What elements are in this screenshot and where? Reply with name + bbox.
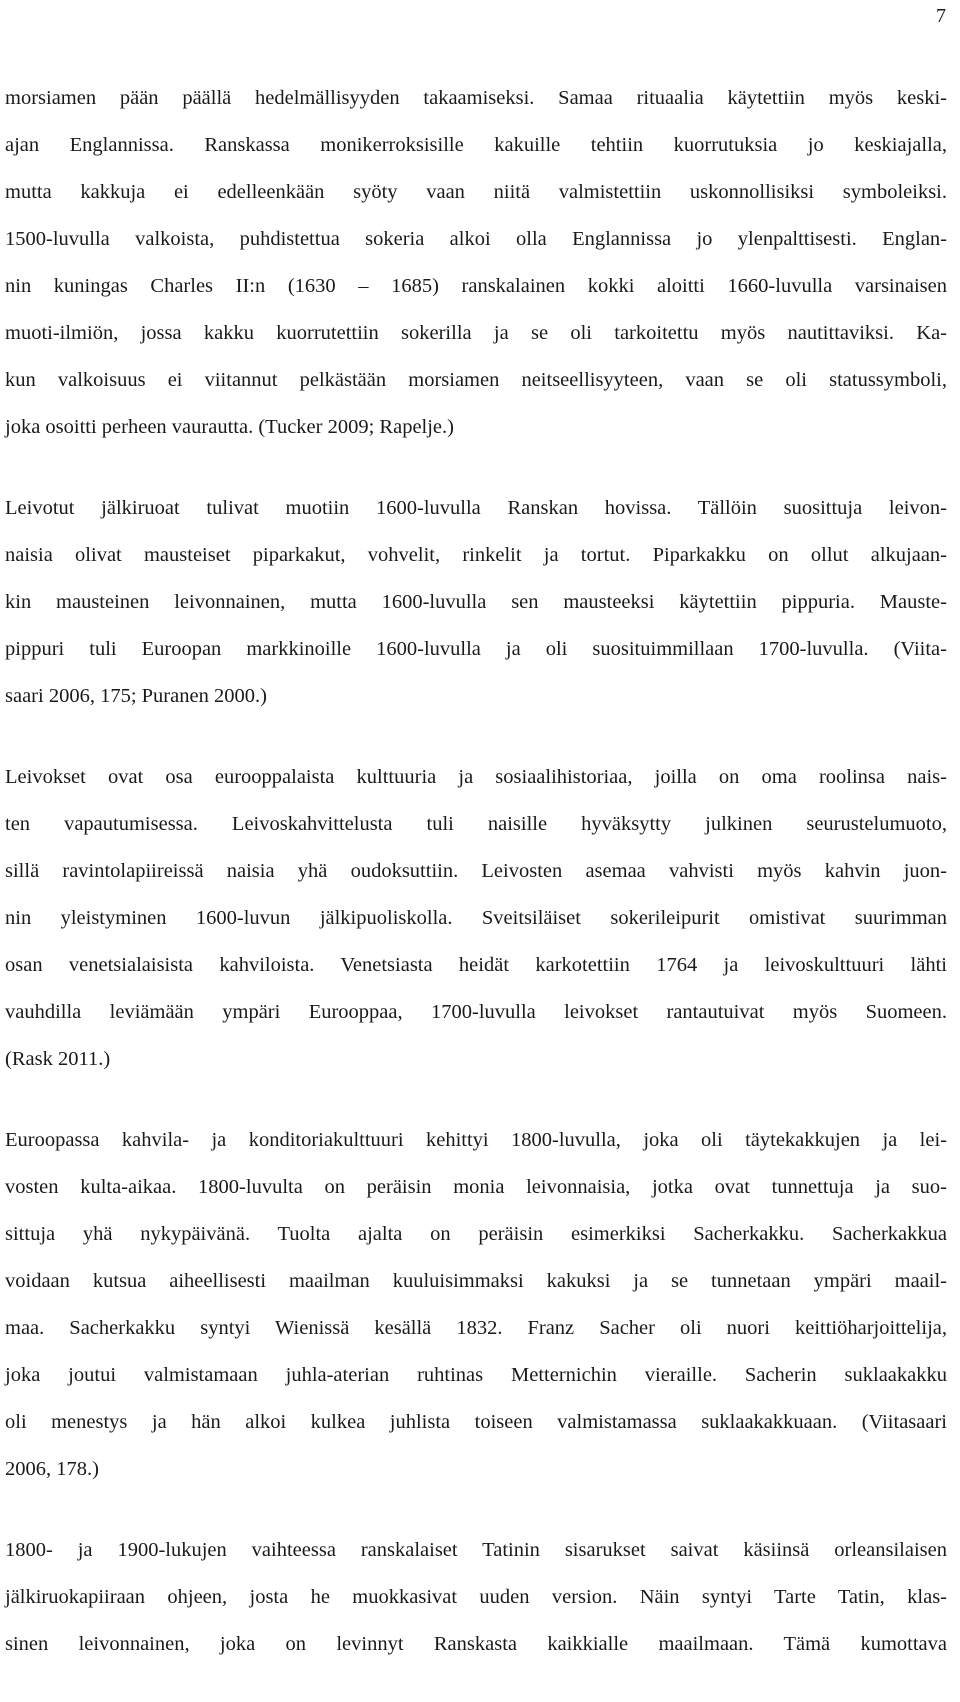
- text-line: Leivokset ovat osa eurooppalaista kulttuuria ja sosiaalihistoriaa, joilla on oma roolinsa nais-: [5, 766, 947, 788]
- text-line: nin kuningas Charles II:n (1630 – 1685) ranskalainen kokki aloitti 1660-luvulla varsinaisen: [5, 275, 947, 297]
- text-line: jälkiruokapiiraan ohjeen, josta he muokkasivat uuden version. Näin syntyi Tarte Tatin, klas-: [5, 1586, 947, 1608]
- text-line: 1500-luvulla valkoista, puhdistettua sokeria alkoi olla Englannissa jo ylenpalttisesti. Englan-: [5, 228, 947, 250]
- text-line: joka osoitti perheen vaurautta. (Tucker 2009; Rapelje.): [5, 416, 454, 438]
- paragraph-2: [5, 485, 947, 720]
- text-line: osan venetsialaisista kahviloista. Venetsiasta heidät karkotettiin 1764 ja leivoskulttuuri lähti: [5, 954, 947, 976]
- paragraph-1: [5, 75, 947, 451]
- text-line: morsiamen pään päällä hedelmällisyyden takaamiseksi. Samaa rituaalia käytettiin myös keski-: [5, 87, 947, 109]
- text-line: kun valkoisuus ei viitannut pelkästään morsiamen neitseellisyyteen, vaan se oli statussymboli,: [5, 369, 947, 391]
- text-line: joka joutui valmistamaan juhla-aterian ruhtinas Metternichin vieraille. Sacherin suklaakakku: [5, 1364, 947, 1386]
- text-line: naisia olivat mausteiset piparkakut, vohvelit, rinkelit ja tortut. Piparkakku on ollut alkujaan-: [5, 544, 947, 566]
- text-line: maa. Sacherkakku syntyi Wienissä kesällä 1832. Franz Sacher oli nuori keittiöharjoittelija,: [5, 1317, 947, 1339]
- text-line: oli menestys ja hän alkoi kulkea juhlista toiseen valmistamassa suklaakakkuaan. (Viitasaari: [5, 1411, 947, 1433]
- text-line: sillä ravintolapiireissä naisia yhä oudoksuttiin. Leivosten asemaa vahvisti myös kahvin juon-: [5, 860, 947, 882]
- text-line: mutta kakkuja ei edelleenkään syöty vaan niitä valmistettiin uskonnollisiksi symboleiksi.: [5, 181, 947, 203]
- text-line: ajan Englannissa. Ranskassa monikerroksisille kakuille tehtiin kuorrutuksia jo keskiajalla,: [5, 134, 947, 156]
- document-body: [5, 75, 947, 1702]
- text-line: vauhdilla leviämään ympäri Eurooppaa, 1700-luvulla leivokset rantautuivat myös Suomeen.: [5, 1001, 947, 1023]
- text-line: saari 2006, 175; Puranen 2000.): [5, 685, 267, 707]
- text-line: Leivotut jälkiruoat tulivat muotiin 1600-luvulla Ranskan hovissa. Tällöin suosittuja leivon-: [5, 497, 947, 519]
- text-line: muoti-ilmiön, jossa kakku kuorrutettiin sokerilla ja se oli tarkoitettu myös nautittaviksi. Ka-: [5, 322, 947, 344]
- text-line: nin yleistyminen 1600-luvun jälkipuoliskolla. Sveitsiläiset sokerileipurit omistivat suurimman: [5, 907, 947, 929]
- text-line: 2006, 178.): [5, 1458, 99, 1480]
- text-line: ten vapautumisessa. Leivoskahvittelusta tuli naisille hyväksytty julkinen seurustelumuoto,: [5, 813, 947, 835]
- text-line: kin mausteinen leivonnainen, mutta 1600-luvulla sen mausteeksi käytettiin pippuria. Mauste-: [5, 591, 947, 613]
- text-line: pippuri tuli Euroopan markkinoille 1600-luvulla ja oli suosituimmillaan 1700-luvulla. (Viita-: [5, 638, 947, 660]
- page-number: 7: [936, 5, 946, 27]
- text-line: sittuja yhä nykypäivänä. Tuolta ajalta on peräisin esimerkiksi Sacherkakku. Sacherkakkua: [5, 1223, 947, 1245]
- paragraph-4: [5, 1117, 947, 1493]
- text-line: (Rask 2011.): [5, 1048, 111, 1070]
- text-line: voidaan kutsua aiheellisesti maailman kuuluisimmaksi kakuksi ja se tunnetaan ympäri maail-: [5, 1270, 947, 1292]
- text-line: vosten kulta-aikaa. 1800-luvulta on peräisin monia leivonnaisia, jotka ovat tunnettuja ja suo-: [5, 1176, 947, 1198]
- text-line: 1800- ja 1900-lukujen vaihteessa ranskalaiset Tatinin sisarukset saivat käsiinsä orleansilaisen: [5, 1539, 947, 1561]
- text-line: sinen leivonnainen, joka on levinnyt Ranskasta kaikkialle maailmaan. Tämä kumottava: [5, 1633, 947, 1655]
- paragraph-3: [5, 754, 947, 1083]
- paragraph-5: [5, 1527, 947, 1668]
- text-line: Euroopassa kahvila- ja konditoriakulttuuri kehittyi 1800-luvulla, joka oli täytekakkujen ja lei-: [5, 1129, 947, 1151]
